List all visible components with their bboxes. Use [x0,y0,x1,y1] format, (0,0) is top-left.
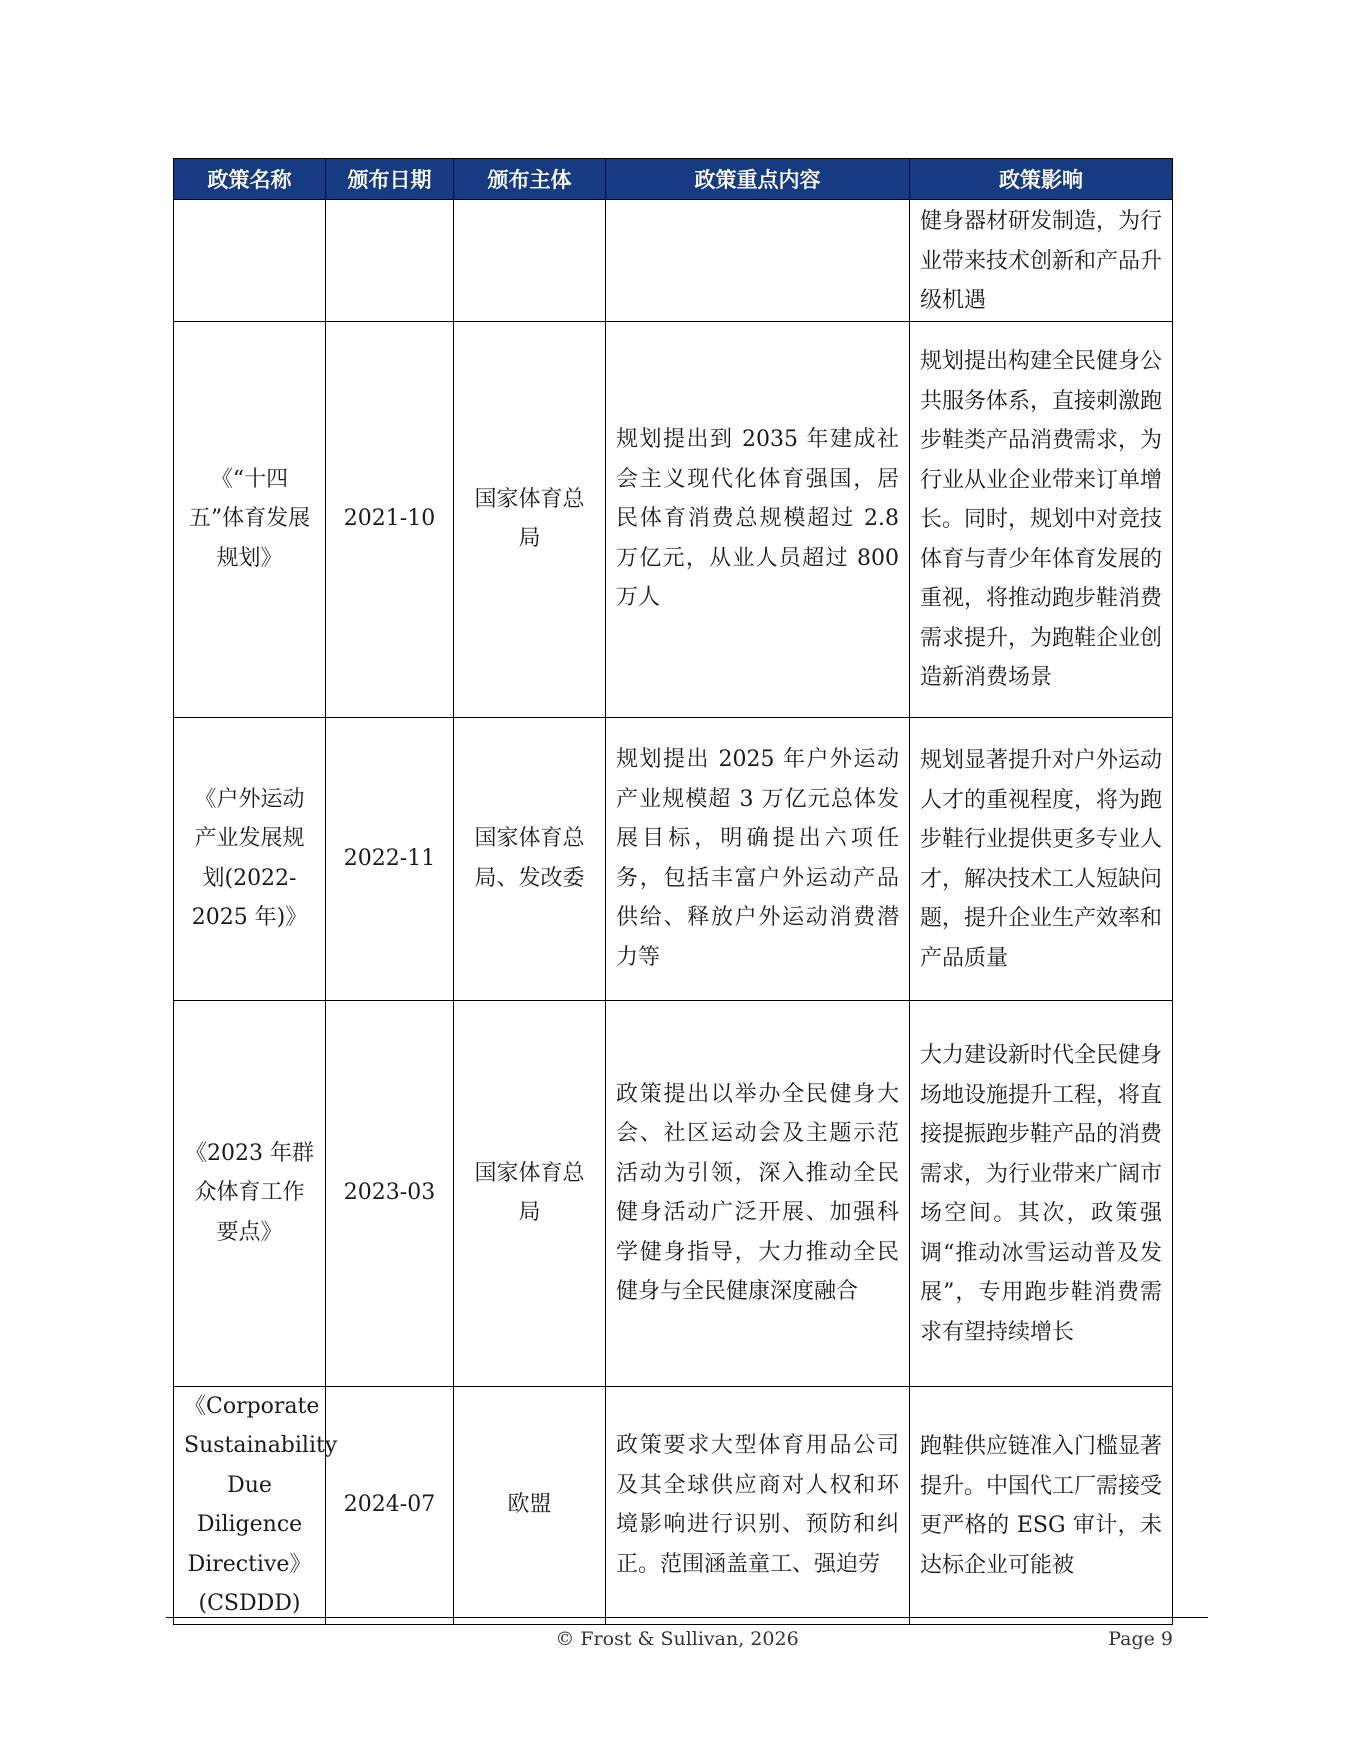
issuer-cell: 国家体育总局 [454,321,606,717]
issue-date-cell [326,200,454,322]
header-key-content: 政策重点内容 [606,159,910,200]
table-row [174,717,1173,1000]
issuer-cell: 国家体育总局、发改委 [454,717,606,1000]
policy-name-cell: 《2023 年群众体育工作要点》 [174,1000,326,1386]
policy-name-cell: 《户外运动产业发展规划(2022-2025 年)》 [174,717,326,1000]
page-number: Page 9 [1108,1628,1173,1650]
header-issue-date: 颁布日期 [326,159,454,200]
impact-cell: 规划提出构建全民健身公共服务体系，直接刺激跑步鞋类产品消费需求，为行业从业企业带来订单增长。同时，规划中对竞技体育与青少年体育发展的重视，将推动跑步鞋消费需求提升，为跑鞋企业创造新消费场景 [910,321,1173,717]
header-issuer: 颁布主体 [454,159,606,200]
key-content-cell: 规划提出 2025 年户外运动产业规模超 3 万亿元总体发展目标，明确提出六项任务，包括丰富户外运动产品供给、释放户外运动消费潜力等 [606,717,910,1000]
footer-copyright: © Frost & Sullivan, 2026 [555,1628,799,1650]
impact-cell: 健身器材研发制造，为行业带来技术创新和产品升级机遇 [910,200,1173,322]
key-content-cell: 规划提出到 2035 年建成社会主义现代化体育强国，居民体育消费总规模超过 2.8 万亿元，从业人员超过 800 万人 [606,321,910,717]
policy-table [173,158,1173,1625]
key-content-cell [606,200,910,322]
table-row [174,200,1173,322]
footer-divider [166,1617,1208,1618]
issue-date-cell: 2024-07 [326,1386,454,1624]
impact-cell: 规划显著提升对户外运动人才的重视程度，将为跑步鞋行业提供更多专业人才，解决技术工人短缺问题，提升企业生产效率和产品质量 [910,717,1173,1000]
header-impact: 政策影响 [910,159,1173,200]
table-row [174,1386,1173,1624]
issue-date-cell: 2021-10 [326,321,454,717]
issuer-cell [454,200,606,322]
key-content-cell: 政策要求大型体育用品公司及其全球供应商对人权和环境影响进行识别、预防和纠正。范围涵盖童工、强迫劳 [606,1386,910,1624]
impact-cell: 大力建设新时代全民健身场地设施提升工程，将直接提振跑步鞋产品的消费需求，为行业带来广阔市场空间。其次，政策强调“推动冰雪运动普及发展”，专用跑步鞋消费需求有望持续增长 [910,1000,1173,1386]
header-policy-name: 政策名称 [174,159,326,200]
issuer-cell: 国家体育总局 [454,1000,606,1386]
policy-name-cell: 《Corporate Sustainability Due Diligence Directive》(CSDDD) [174,1386,326,1624]
impact-cell: 跑鞋供应链准入门槛显著提升。中国代工厂需接受更严格的 ESG 审计，未达标企业可能被 [910,1386,1173,1624]
policy-name-cell [174,200,326,322]
issue-date-cell: 2023-03 [326,1000,454,1386]
policy-name-cell: 《“十四五”体育发展规划》 [174,321,326,717]
table-row [174,321,1173,717]
table-header-row [174,159,1173,200]
key-content-cell: 政策提出以举办全民健身大会、社区运动会及主题示范活动为引领，深入推动全民健身活动广泛开展、加强科学健身指导，大力推动全民健身与全民健康深度融合 [606,1000,910,1386]
issuer-cell: 欧盟 [454,1386,606,1624]
issue-date-cell: 2022-11 [326,717,454,1000]
table-row [174,1000,1173,1386]
